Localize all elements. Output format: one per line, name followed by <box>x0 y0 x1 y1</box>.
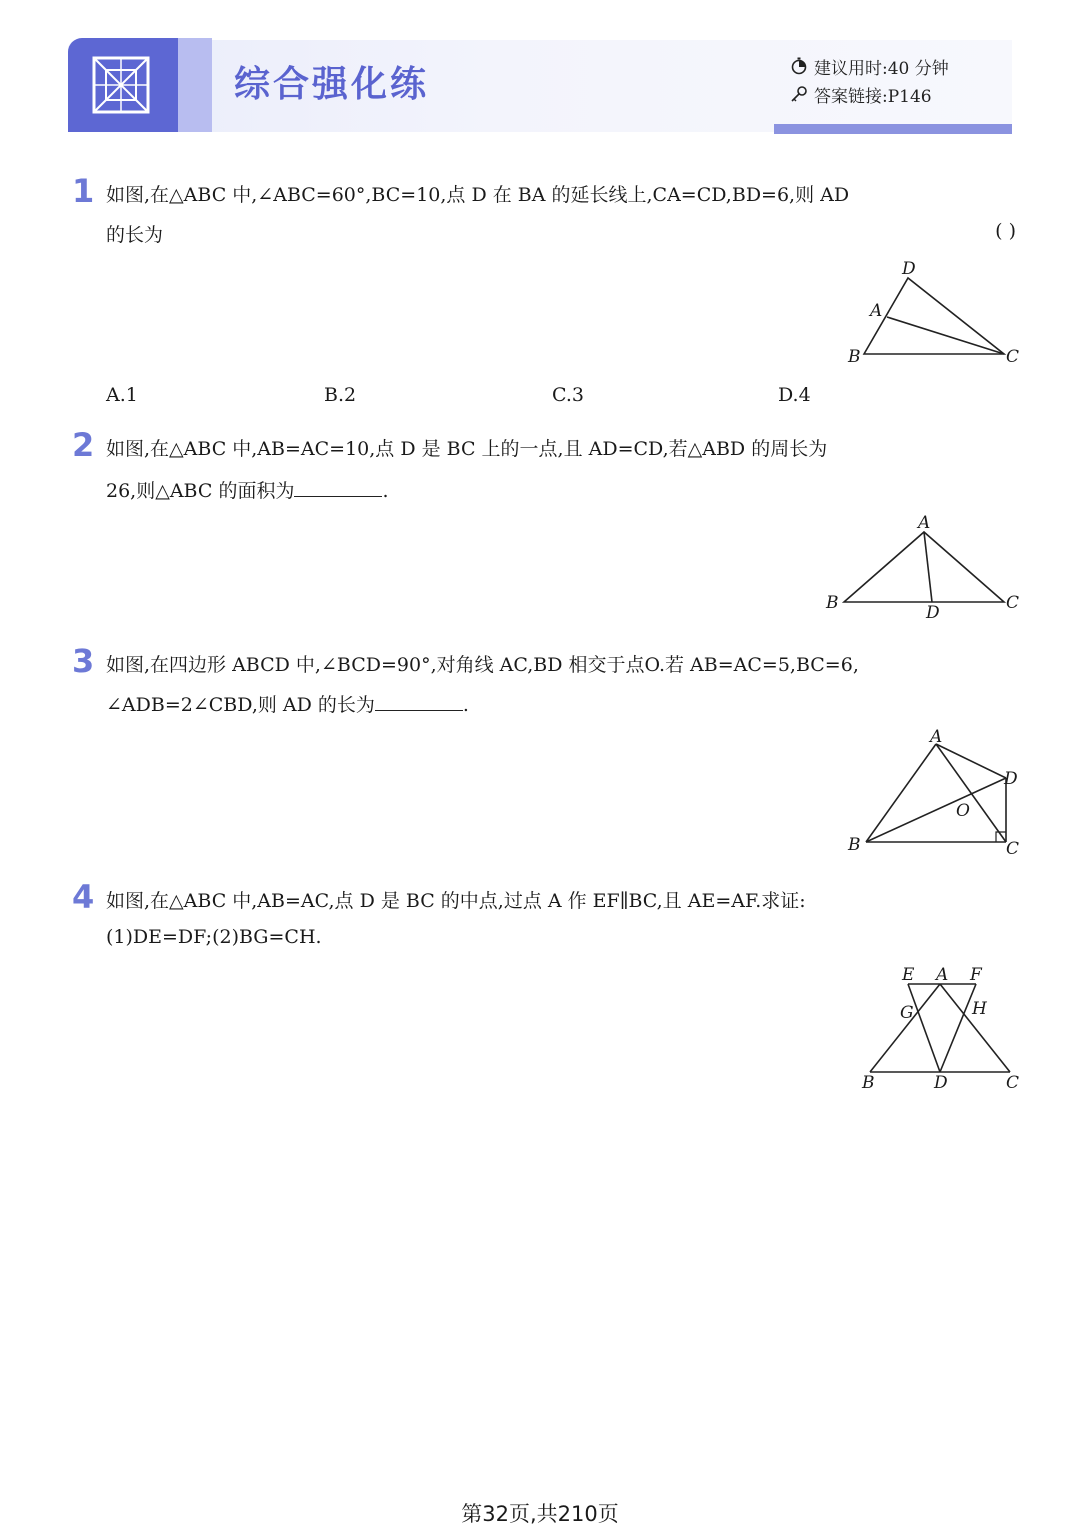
triangle-bdc <box>864 278 1004 354</box>
segment-ad <box>936 744 1006 778</box>
cube-diagram-icon <box>88 52 154 118</box>
option-d: D.4 <box>778 384 811 406</box>
segment-ab <box>870 984 940 1072</box>
logo-tab <box>178 38 212 132</box>
label-b: B <box>848 835 861 855</box>
label-f: F <box>970 965 982 985</box>
question-number: 3 <box>72 642 95 680</box>
question-text-line-2: 26,则△ABC 的面积为 . <box>106 480 389 502</box>
label-c: C <box>1006 593 1020 613</box>
label-c: C <box>1006 347 1020 367</box>
answer-blank <box>294 480 382 497</box>
question-number: 2 <box>72 426 95 464</box>
figure-1 <box>840 256 1030 376</box>
stopwatch-icon <box>790 57 808 75</box>
section-banner <box>68 32 1012 136</box>
label-c: C <box>1006 1073 1020 1093</box>
page-title: 综合强化练 <box>234 64 430 105</box>
label-a: A <box>870 301 883 321</box>
segment-ac <box>940 984 1010 1072</box>
label-a: A <box>918 513 931 533</box>
triangle-abc <box>844 532 1004 602</box>
label-d: D <box>926 603 940 618</box>
question-number: 4 <box>72 878 95 916</box>
page-footer: 第32页,共210页 <box>461 1502 619 1526</box>
question-2 <box>72 426 1022 520</box>
question-text-line: 如图,在△ABC 中,AB=AC,点 D 是 BC 的中点,过点 A 作 EF∥BC,且 AE=AF.求证: <box>106 890 806 912</box>
banner-accent-bar <box>774 124 1012 134</box>
answer-link-row <box>790 80 949 108</box>
option-a: A.1 <box>106 384 138 406</box>
segment-ad <box>924 532 932 602</box>
suggested-time: 建议用时:40 分钟 <box>814 58 949 79</box>
option-c: C.3 <box>552 384 584 406</box>
answer-link: 答案链接:P146 <box>814 86 932 107</box>
key-icon <box>790 85 808 103</box>
label-b: B <box>848 347 861 367</box>
label-g: G <box>900 1003 914 1023</box>
question-text-line: 如图,在△ABC 中,∠ABC=60°,BC=10,点 D 在 BA 的延长线上,CA=CD,BD=6,则 AD <box>106 184 850 206</box>
label-c: C <box>1006 839 1020 859</box>
segment-ac <box>887 317 1004 354</box>
option-b: B.2 <box>324 384 357 406</box>
label-b: B <box>862 1073 875 1093</box>
question-text-line: (1)DE=DF;(2)BG=CH. <box>106 926 322 948</box>
label-d: D <box>1004 769 1018 789</box>
figure-2 <box>820 508 1030 618</box>
question-text-line: 如图,在△ABC 中,AB=AC=10,点 D 是 BC 上的一点,且 AD=CD,若△ABD 的周长为 <box>106 438 828 460</box>
logo-box <box>68 38 178 132</box>
question-number: 1 <box>72 172 95 210</box>
segment-ed <box>908 984 940 1072</box>
question-text-line-2: ∠ADB=2∠CBD,则 AD 的长为 . <box>106 694 469 716</box>
question-text-line: 的长为 <box>106 224 164 246</box>
label-d: D <box>934 1073 948 1093</box>
label-h: H <box>972 999 987 1019</box>
figure-3 <box>840 724 1030 860</box>
segment-ab <box>866 744 936 842</box>
answer-paren: ( ) <box>995 220 1016 242</box>
label-e: E <box>902 965 915 985</box>
question-3 <box>72 642 1022 736</box>
diagonal-bd <box>866 778 1006 842</box>
header-meta <box>790 52 949 108</box>
label-a: A <box>930 727 943 747</box>
label-d: D <box>902 259 916 279</box>
question-text-line: 如图,在四边形 ABCD 中,∠BCD=90°,对角线 AC,BD 相交于点O.若 AB=AC=5,BC=6, <box>106 654 859 676</box>
suggested-time-row <box>790 52 949 80</box>
segment-fd <box>940 984 976 1072</box>
label-a: A <box>936 965 949 985</box>
label-b: B <box>826 593 839 613</box>
question-4 <box>72 878 1022 972</box>
label-o: O <box>956 801 970 821</box>
answer-blank <box>375 694 463 711</box>
diagonal-ac <box>936 744 1006 842</box>
figure-4 <box>850 960 1030 1096</box>
